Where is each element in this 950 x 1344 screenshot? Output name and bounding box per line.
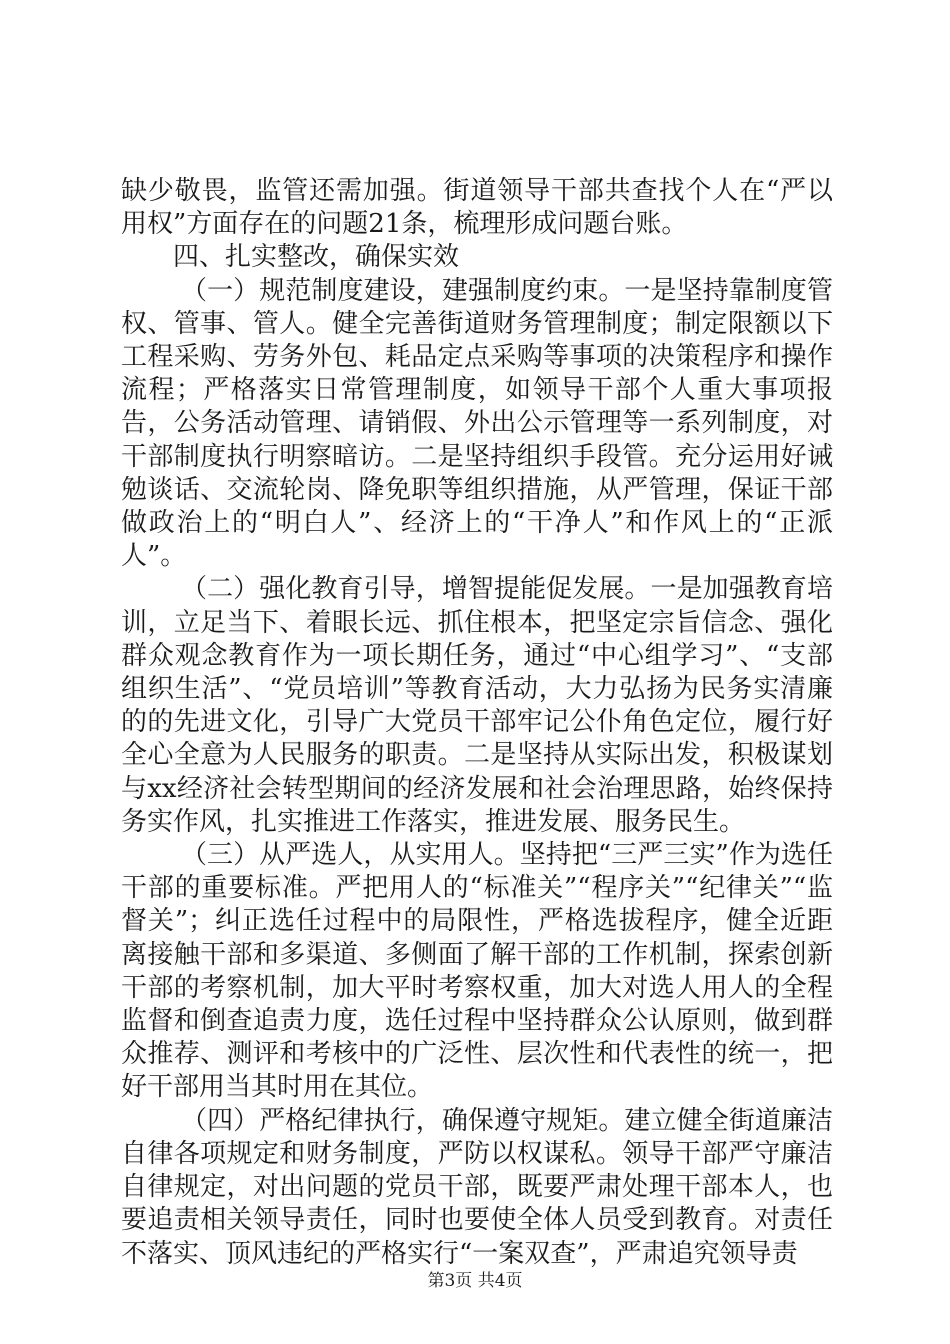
page-footer: 第3页 共4页 <box>427 1271 523 1291</box>
paragraph-continuation: 缺少敬畏，监管还需加强。街道领导干部共查找个人在“严以用权”方面存在的问题21条，梳理形成问题台账。 <box>121 176 833 240</box>
paragraph-item-4: （四）严格纪律执行，确保遵守规矩。建立健全街道廉洁自律各项规定和财务制度，严防以权谋私。领导干部严守廉洁自律规定，对出问题的党员干部，既要严肃处理干部本人，也要追责相关领导责任，同时也要使全体人员受到教育。对责任不落实、顶风违纪的严格实行“一案双查”，严肃追究领导责 <box>121 1105 833 1269</box>
paragraph-item-3: （三）从严选人，从实用人。坚持把“三严三实”作为选任干部的重要标准。严把用人的“标准关”“程序关”“纪律关”“监督关”；纠正选任过程中的局限性，严格选拔程序，健全近距离接触干部和多渠道、多侧面了解干部的工作机制，探索创新干部的考察机制，加大平时考察权重，加大对选人用人的全程监督和倒查追责力度，选任过程中坚持群众公认原则，做到群众推荐、测评和考核中的广泛性、层次性和代表性的统一，把好干部用当其时用在其位。 <box>121 840 833 1103</box>
section-heading: 四、扎实整改，确保实效 <box>173 242 460 273</box>
document-body <box>121 175 833 1271</box>
paragraph-item-2: （二）强化教育引导，增智提能促发展。一是加强教育培训，立足当下、着眼长远、抓住根本，把坚定宗旨信念、强化群众观念教育作为一项长期任务，通过“中心组学习”、“支部组织生活”、“党员培训”等教育活动，大力弘扬为民务实清廉的的先进文化，引导广大党员干部牢记公仆角色定位，履行好全心全意为人民服务的职责。二是坚持从实际出发，积极谋划与xx经济社会转型期间的经济发展和社会治理思路，始终保持务实作风，扎实推进工作落实，推进发展、服务民生。 <box>121 574 833 837</box>
paragraph-item-1: （一）规范制度建设，建强制度约束。一是坚持靠制度管权、管事、管人。健全完善街道财务管理制度；制定限额以下工程采购、劳务外包、耗品定点采购等事项的决策程序和操作流程；严格落实日常管理制度，如领导干部个人重大事项报告，公务活动管理、请销假、外出公示管理等一系列制度，对干部制度执行明察暗访。二是坚持组织手段管。充分运用好诫勉谈话、交流轮岗、降免职等组织措施，从严管理，保证干部做政治上的“明白人”、经济上的“干净人”和作风上的“正派人”。 <box>121 275 833 572</box>
